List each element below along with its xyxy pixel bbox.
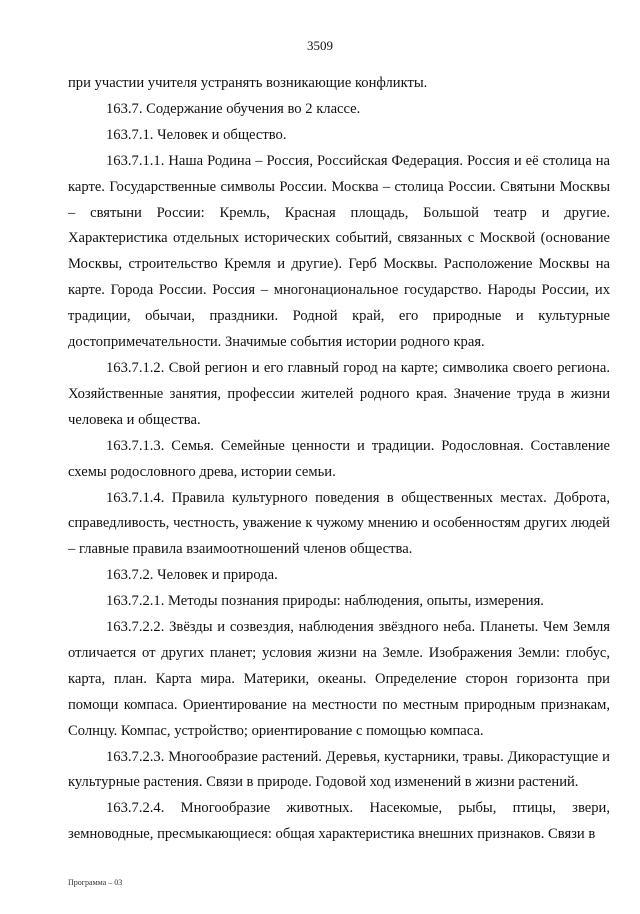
paragraph-163-7-2-3: 163.7.2.3. Многообразие растений. Деревья, кустарники, травы. Дикорастущие и культурные растения. Связи в природе. Годовой ход изменений в жизни растений.	[68, 748, 610, 791]
paragraph-163-7-1-3: 163.7.1.3. Семья. Семейные ценности и традиции. Родословная. Составление схемы родословного древа, истории семьи.	[68, 437, 610, 480]
section-heading-163-7-2: 163.7.2. Человек и природа.	[106, 567, 278, 584]
section-heading-163-7-1: 163.7.1. Человек и общество.	[106, 126, 287, 143]
page-number: 3509	[307, 38, 333, 53]
paragraph-163-7-2-2: 163.7.2.2. Звёзды и созвездия, наблюдения звёздного неба. Планеты. Чем Земля отличается от других планет; условия жизни на Земле. Изображения Земли: глобус, карта, план. Карта мира. Материки, океаны. Определение сторон горизонта при помощи компаса. Ориентирование на местности по местным природным признакам, Солнцу. Компас, устройство; ориентирование с помощью компаса.	[68, 619, 610, 739]
paragraph-163-7-1-2: 163.7.1.2. Свой регион и его главный город на карте; символика своего региона. Хозяйственные занятия, профессии жителей родного края. Значение труда в жизни человека и общества.	[68, 359, 610, 428]
paragraph: при участии учителя устранять возникающие конфликты.	[68, 75, 428, 91]
paragraph-163-7-2-1: 163.7.2.1. Методы познания природы: наблюдения, опыты, измерения.	[106, 593, 544, 610]
paragraph-163-7-2-4: 163.7.2.4. Многообразие животных. Насекомые, рыбы, птицы, звери, земноводные, пресмыкающиеся: общая характеристика внешних признаков. Связи в	[68, 800, 610, 843]
section-heading-163-7: 163.7. Содержание обучения во 2 классе.	[106, 100, 361, 117]
document-body	[68, 71, 610, 848]
paragraph-163-7-1-1: 163.7.1.1. Наша Родина – Россия, Российская Федерация. Россия и её столица на карте. Государственные символы России. Москва – столица России. Святыни Москвы – святыни России: Кремль, Красная площадь, Большой театр и другие. Характеристика отдельных исторических событий, связанных с Москвой (основание Москвы, строительство Кремля и другие). Герб Москвы. Расположение Москвы на карте. Города России. Россия – многонациональное государство. Народы России, их традиции, обычаи, праздники. Родной край, его природные и культурные достопримечательности. Значимые события истории родного края.	[68, 152, 610, 351]
paragraph-163-7-1-4: 163.7.1.4. Правила культурного поведения в общественных местах. Доброта, справедливость, честность, уважение к чужому мнению и особенностям других людей – главные правила взаимоотношений членов общества.	[68, 489, 610, 558]
footer-program-code: Программа – 03	[68, 878, 123, 887]
